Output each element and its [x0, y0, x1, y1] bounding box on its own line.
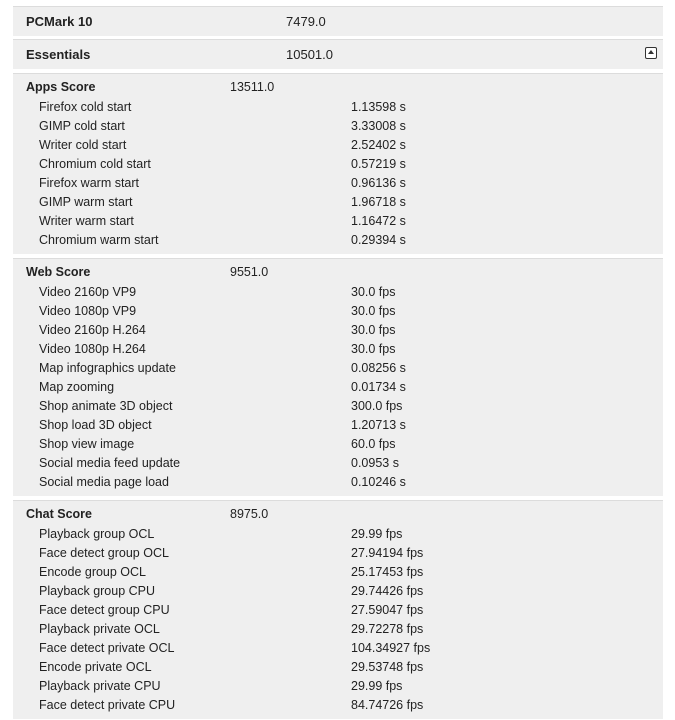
section-score: 8975.0: [230, 507, 269, 521]
metric-row: [13, 435, 663, 454]
metric-value: 29.74426 fps: [351, 584, 424, 598]
metric-label: Playback group OCL: [39, 527, 155, 541]
metric-value: 84.74726 fps: [351, 698, 424, 712]
metric-value: 29.72278 fps: [351, 622, 424, 636]
metric-label: Writer cold start: [39, 138, 127, 152]
metric-value: 1.13598 s: [351, 100, 406, 114]
metric-label: Chromium cold start: [39, 157, 151, 171]
metric-row: [13, 302, 663, 321]
metric-value: 27.59047 fps: [351, 603, 424, 617]
section-score: 13511.0: [230, 80, 275, 94]
metric-row: [13, 601, 663, 620]
metric-row: [13, 677, 663, 696]
metric-row: [13, 340, 663, 359]
metric-value: 0.0953 s: [351, 456, 399, 470]
metric-label: Face detect group CPU: [39, 603, 170, 617]
metric-row: [13, 117, 663, 136]
metric-row: [13, 620, 663, 639]
essentials-row: [13, 39, 663, 69]
metric-row: [13, 155, 663, 174]
metric-label: Face detect private CPU: [39, 698, 176, 712]
metric-label: Social media page load: [39, 475, 169, 489]
results-panel: [13, 6, 663, 719]
metric-row: [13, 378, 663, 397]
metric-value: 30.0 fps: [351, 342, 396, 356]
metric-label: Playback private OCL: [39, 622, 160, 636]
score-section: [13, 73, 663, 254]
section-title: Apps Score: [26, 80, 96, 94]
metric-label: Video 1080p VP9: [39, 304, 137, 318]
metric-value: 60.0 fps: [351, 437, 396, 451]
metric-label: Shop load 3D object: [39, 418, 152, 432]
metric-row: [13, 563, 663, 582]
metric-row: [13, 658, 663, 677]
metric-row: [13, 136, 663, 155]
metric-label: Writer warm start: [39, 214, 134, 228]
metric-label: Map zooming: [39, 380, 115, 394]
metric-value: 1.20713 s: [351, 418, 406, 432]
metric-row: [13, 696, 663, 715]
metric-label: Encode group OCL: [39, 565, 147, 579]
metric-row: [13, 98, 663, 117]
metric-row: [13, 359, 663, 378]
metric-label: Map infographics update: [39, 361, 176, 375]
metric-value: 25.17453 fps: [351, 565, 424, 579]
metric-value: 30.0 fps: [351, 285, 396, 299]
section-header: [13, 504, 663, 525]
metric-row: [13, 397, 663, 416]
metric-label: Shop view image: [39, 437, 135, 451]
metric-row: [13, 473, 663, 492]
metric-row: [13, 525, 663, 544]
pcmark-total-row: [13, 6, 663, 36]
pcmark-value: 7479.0: [286, 14, 326, 29]
metric-label: GIMP cold start: [39, 119, 125, 133]
metric-row: [13, 193, 663, 212]
metric-row: [13, 231, 663, 250]
metric-row: [13, 544, 663, 563]
metric-row: [13, 454, 663, 473]
section-score: 9551.0: [230, 265, 269, 279]
metric-label: Playback group CPU: [39, 584, 156, 598]
metric-row: [13, 639, 663, 658]
collapse-up-icon[interactable]: [645, 47, 657, 59]
metric-label: Video 1080p H.264: [39, 342, 146, 356]
metric-value: 0.29394 s: [351, 233, 406, 247]
metric-value: 27.94194 fps: [351, 546, 424, 560]
metric-row: [13, 212, 663, 231]
section-header: [13, 77, 663, 98]
metric-label: Face detect group OCL: [39, 546, 169, 560]
metric-value: 29.99 fps: [351, 527, 403, 541]
score-section: [13, 500, 663, 719]
metric-row: [13, 416, 663, 435]
metric-label: Firefox cold start: [39, 100, 132, 114]
metric-label: Playback private CPU: [39, 679, 161, 693]
metric-label: Video 2160p VP9: [39, 285, 137, 299]
metric-value: 30.0 fps: [351, 304, 396, 318]
metric-label: Video 2160p H.264: [39, 323, 146, 337]
metric-label: Shop animate 3D object: [39, 399, 173, 413]
metric-value: 0.01734 s: [351, 380, 406, 394]
pcmark-label: PCMark 10: [26, 14, 93, 29]
metric-value: 0.08256 s: [351, 361, 406, 375]
score-sections: [13, 73, 663, 719]
metric-value: 1.96718 s: [351, 195, 406, 209]
metric-value: 3.33008 s: [351, 119, 406, 133]
metric-value: 0.96136 s: [351, 176, 406, 190]
metric-value: 29.99 fps: [351, 679, 403, 693]
metric-label: Encode private OCL: [39, 660, 152, 674]
section-title: Web Score: [26, 265, 91, 279]
metric-value: 104.34927 fps: [351, 641, 431, 655]
metric-label: Face detect private OCL: [39, 641, 175, 655]
metric-row: [13, 582, 663, 601]
metric-label: GIMP warm start: [39, 195, 133, 209]
metric-row: [13, 174, 663, 193]
section-title: Chat Score: [26, 507, 92, 521]
metric-value: 2.52402 s: [351, 138, 406, 152]
metric-row: [13, 321, 663, 340]
metric-value: 0.10246 s: [351, 475, 406, 489]
metric-label: Firefox warm start: [39, 176, 140, 190]
metric-value: 29.53748 fps: [351, 660, 424, 674]
metric-value: 30.0 fps: [351, 323, 396, 337]
score-section: [13, 258, 663, 496]
essentials-label: Essentials: [26, 47, 91, 62]
metric-value: 1.16472 s: [351, 214, 406, 228]
metric-value: 0.57219 s: [351, 157, 406, 171]
metric-row: [13, 283, 663, 302]
metric-label: Social media feed update: [39, 456, 181, 470]
essentials-value: 10501.0: [286, 47, 333, 62]
metric-label: Chromium warm start: [39, 233, 159, 247]
section-header: [13, 262, 663, 283]
metric-value: 300.0 fps: [351, 399, 403, 413]
